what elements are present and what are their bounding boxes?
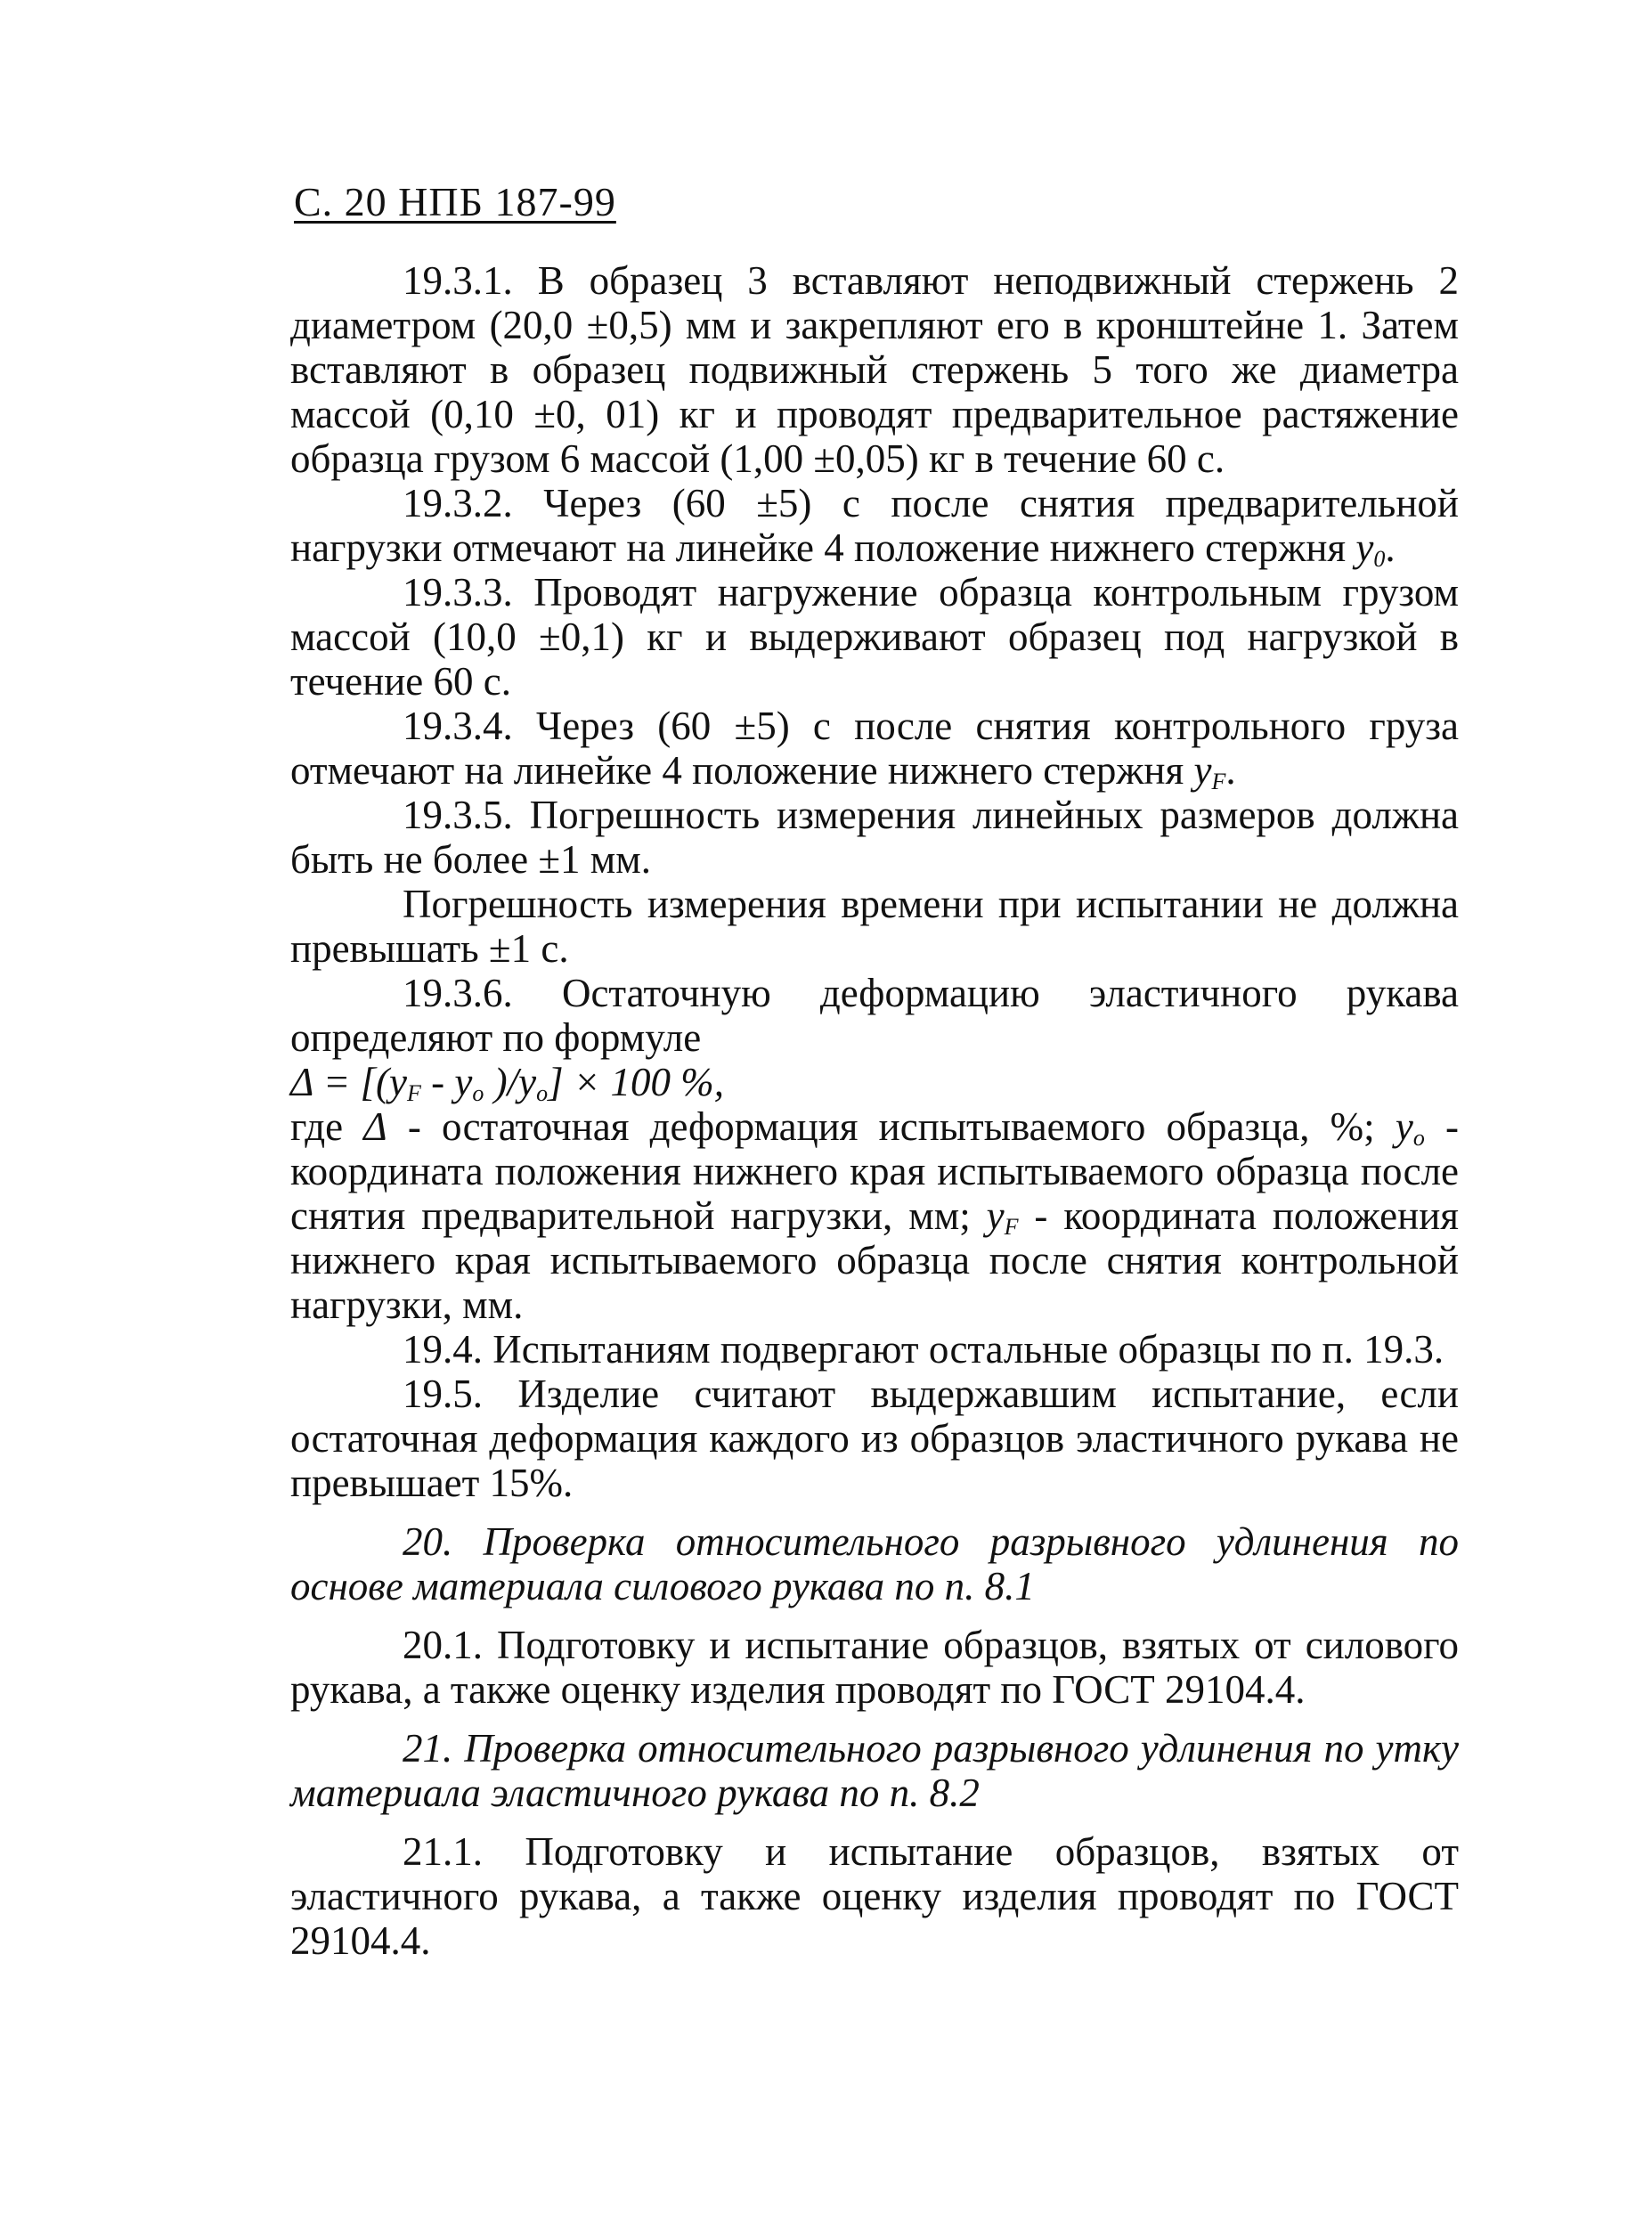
formula-sub-o: o [472, 1080, 484, 1106]
paragraph-19-3-5: 19.3.5. Погрешность измерения линейных размеров должна быть не более ±1 мм. [290, 793, 1459, 882]
formula-div: )/ [484, 1060, 519, 1104]
page-header: С. 20 НПБ 187-99 [294, 179, 616, 224]
symbol-y: y [1193, 748, 1212, 793]
section-heading-20: 20. Проверка относительного разрывного удлинения по основе материала силового рукава по п. 8.1 [290, 1519, 1459, 1608]
paragraph-19-3-4 [290, 704, 1459, 793]
paragraph-19-3-1: 19.3.1. В образец 3 вставляют неподвижный стержень 2 диаметром (20,0 ±0,5) мм и закрепляют его в кронштейне 1. Затем вставляют в образец подвижный стержень 5 того же диаметра массой (0,10 ±0, 01) кг и проводят предварительное растяжение образца грузом 6 массой (1,00 ±0,05) кг в течение 60 с. [290, 258, 1459, 481]
symbol-subscript: 0 [1373, 546, 1386, 572]
where-text: - остаточная деформация испытываемого образца, %; [387, 1104, 1396, 1149]
period: . [1385, 525, 1396, 570]
document-body [290, 258, 1459, 1963]
paragraph-measurement-time: Погрешность измерения времени при испытании не должна превышать ±1 с. [290, 882, 1459, 971]
paragraph-text: 19.3.2. Через (60 ±5) с после снятия предварительной нагрузки отмечают на линейке 4 положение нижнего стержня [290, 481, 1459, 570]
formula-eq: = [( [313, 1060, 389, 1104]
where-sub-o: o [1412, 1125, 1425, 1151]
paragraph-20-1: 20.1. Подготовку и испытание образцов, взятых от силового рукава, а также оценку изделия проводят по ГОСТ 29104.4. [290, 1623, 1459, 1712]
symbol-subscript: F [1211, 769, 1226, 794]
formula-y-o-2: y [518, 1060, 537, 1104]
where-y: y [986, 1193, 1005, 1238]
where-y: y [1395, 1104, 1413, 1149]
formula-minus: - [420, 1060, 455, 1104]
formula-explanation [290, 1104, 1459, 1327]
formula-end: ] × 100 %, [548, 1060, 724, 1104]
paragraph-19-4: 19.4. Испытаниям подвергают остальные образцы по п. 19.3. [403, 1327, 1444, 1372]
formula-y-o: y [454, 1060, 473, 1104]
period: . [1225, 748, 1236, 793]
paragraph-19-5: 19.5. Изделие считают выдержавшим испытание, если остаточная деформация каждого из образцов эластичного рукава не превышает 15%. [290, 1372, 1459, 1505]
formula-y-f: y [388, 1060, 407, 1104]
paragraph-19-3-6: 19.3.6. Остаточную деформацию эластичного рукава определяют по формуле [290, 971, 1459, 1060]
paragraph-19-3-2 [290, 481, 1459, 570]
where-text: - координата положения нижнего края испытываемого образца после снятия контрольной нагрузки, мм. [290, 1193, 1459, 1327]
where-text: - координата положения нижнего края испытываемого образца после снятия предварительной нагрузки, мм; [290, 1104, 1459, 1238]
where-sub-f: F [1004, 1214, 1019, 1240]
paragraph-text: 19.3.4. Через (60 ±5) с после снятия контрольного груза отмечают на линейке 4 положение нижнего стержня [290, 704, 1459, 793]
where-delta: Δ [363, 1104, 387, 1149]
where-text: где [290, 1104, 364, 1149]
symbol-y: y [1355, 525, 1374, 570]
paragraph-21-1: 21.1. Подготовку и испытание образцов, взятых от эластичного рукава, а также оценку изделия проводят по ГОСТ 29104.4. [290, 1829, 1459, 1963]
formula [290, 1060, 1459, 1104]
formula-sub-o-2: o [536, 1080, 549, 1106]
section-heading-21: 21. Проверка относительного разрывного удлинения по утку материала эластичного рукава по п. 8.2 [290, 1726, 1459, 1815]
paragraph-19-3-3: 19.3.3. Проводят нагружение образца контрольным грузом массой (10,0 ±0,1) кг и выдерживают образец под нагрузкой в течение 60 с. [290, 570, 1459, 704]
formula-sub-f: F [406, 1080, 421, 1106]
formula-delta: Δ [290, 1060, 313, 1104]
